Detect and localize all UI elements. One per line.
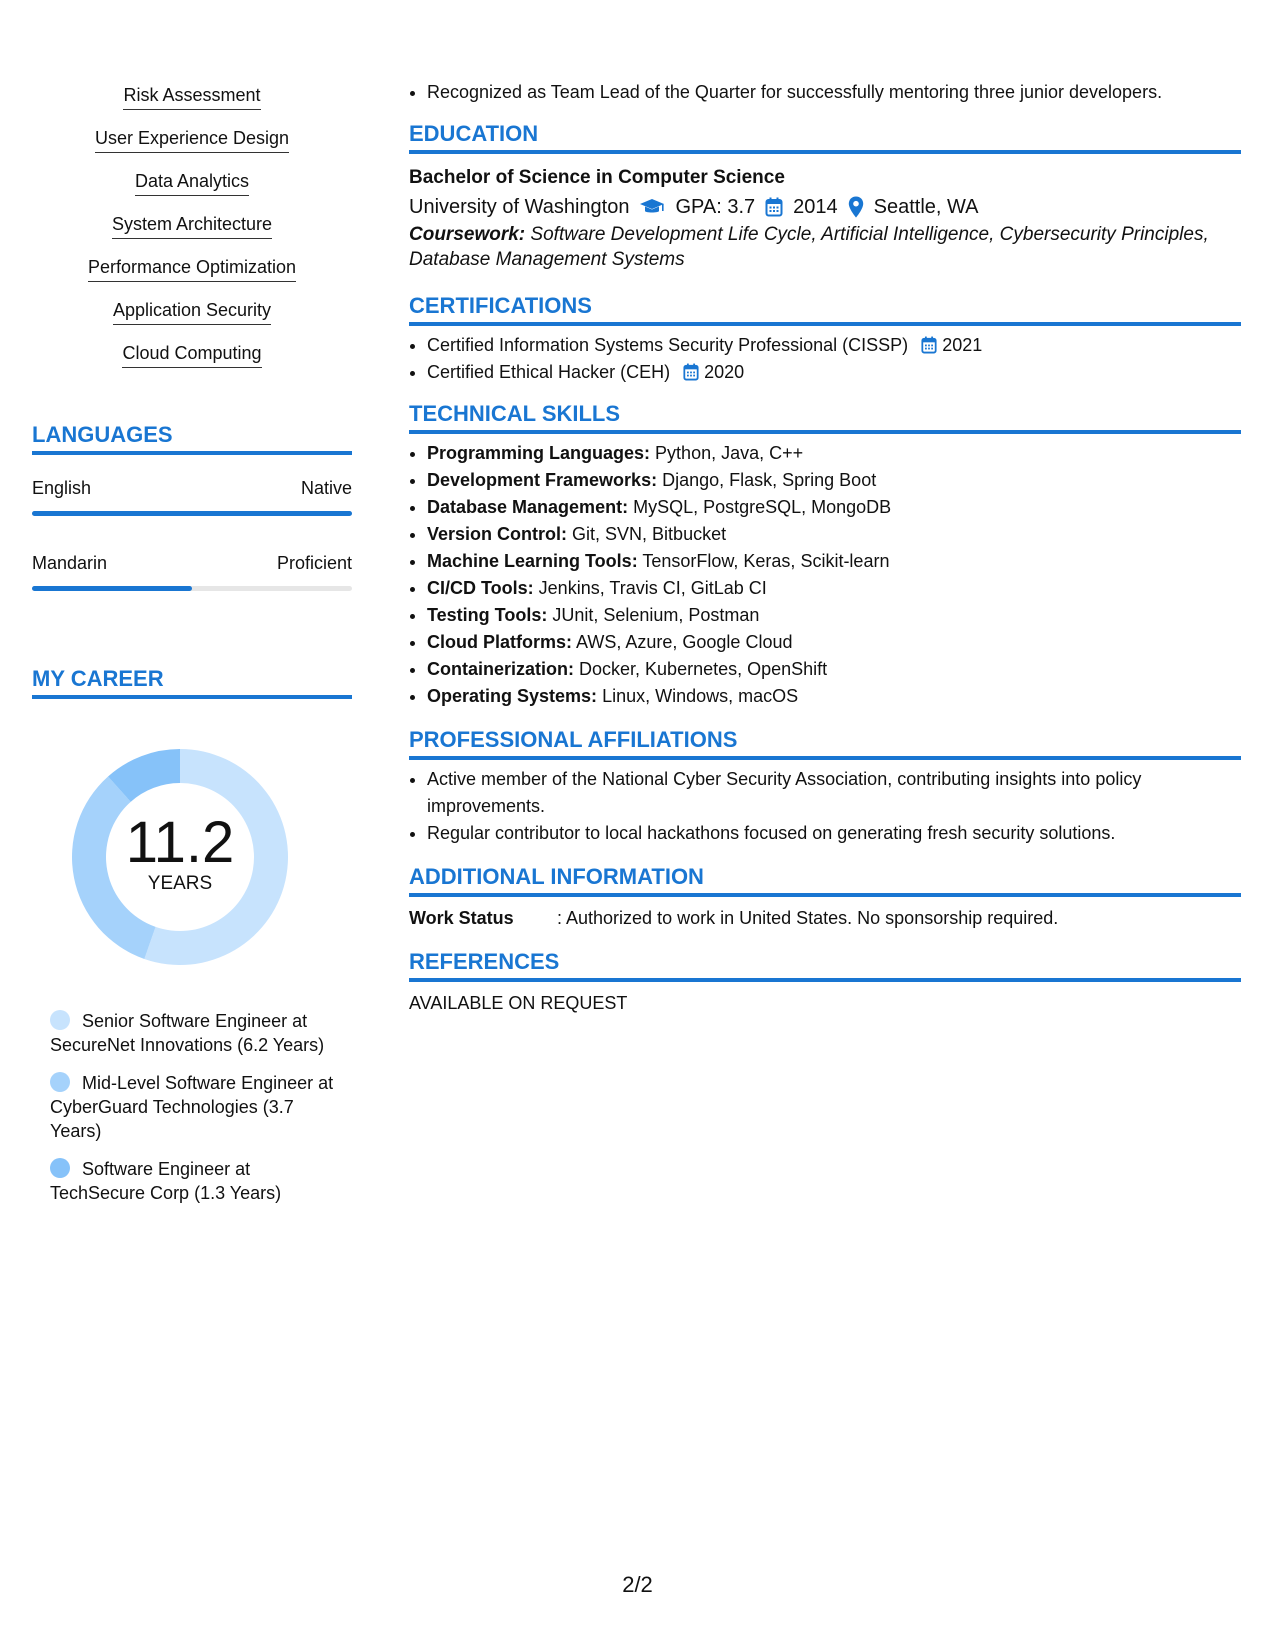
tech-skill-item [427, 548, 1241, 575]
tech-skill-item [427, 656, 1241, 683]
skill-item: Cloud Computing [122, 342, 261, 368]
language-item [32, 477, 352, 516]
work-status-row [409, 905, 1241, 932]
career-heading: MY CAREER [32, 665, 352, 699]
tech-skill-label: Testing Tools: [427, 605, 548, 625]
career-total: 11.2 [125, 810, 235, 875]
gpa: GPA: 3.7 [675, 196, 756, 218]
references-text: AVAILABLE ON REQUEST [409, 993, 628, 1013]
skill-item: User Experience Design [95, 127, 289, 153]
tech-skill-value: Python, Java, C++ [655, 443, 804, 463]
legend-dot-icon [50, 1158, 70, 1178]
technical-skills-list [409, 440, 1241, 710]
tech-skill-item [427, 467, 1241, 494]
language-level: Native [300, 478, 352, 498]
tech-skill-value: Linux, Windows, macOS [602, 686, 799, 706]
certification-year: 2020 [704, 362, 745, 382]
tech-skill-item [427, 521, 1241, 548]
language-bar [32, 586, 352, 591]
legend-dot-icon [50, 1010, 70, 1030]
tech-skill-item [427, 575, 1241, 602]
coursework-list: Software Development Life Cycle, Artificial Intelligence, Cybersecurity Principles, Database Management Systems [409, 224, 1209, 270]
certifications-heading: CERTIFICATIONS [409, 292, 1241, 326]
tech-skill-value: AWS, Azure, Google Cloud [576, 632, 793, 652]
languages-heading: LANGUAGES [32, 421, 352, 455]
affiliations-heading: PROFESSIONAL AFFILIATIONS [409, 726, 1241, 760]
certification-item [427, 359, 1241, 386]
language-bar [32, 511, 352, 516]
tech-skill-label: Development Frameworks: [427, 470, 658, 490]
right-column [409, 79, 1241, 1017]
tech-skill-label: Programming Languages: [427, 443, 651, 463]
education-heading: EDUCATION [409, 120, 1241, 154]
work-status-label: Work Status [409, 908, 514, 928]
calendar-icon [921, 336, 937, 354]
school-name: University of Washington [409, 196, 630, 218]
tech-skill-value: JUnit, Selenium, Postman [552, 605, 760, 625]
career-legend-item [50, 1071, 340, 1143]
technical-skills-heading: TECHNICAL SKILLS [409, 400, 1241, 434]
tech-skill-item [427, 440, 1241, 467]
skill-item: System Architecture [112, 213, 272, 239]
skill-item: Performance Optimization [88, 256, 296, 282]
tech-skill-label: Cloud Platforms: [427, 632, 573, 652]
affiliations-list [409, 766, 1241, 847]
affiliation-item: • Active member of the National Cyber Security Association, contributing insights into policy improvements. [427, 766, 1241, 820]
career-legend-label: Mid-Level Software Engineer at CyberGuard Technologies (3.7 Years) [50, 1073, 334, 1141]
page-number: 2/2 [622, 1572, 653, 1597]
experience-bullet: • Recognized as Team Lead of the Quarter for successfully mentoring three junior developers. [427, 79, 1241, 106]
experience-bullets [409, 79, 1241, 106]
tech-skill-item [427, 683, 1241, 710]
skill-item: Application Security [113, 299, 271, 325]
tech-skill-item [427, 494, 1241, 521]
language-level: Proficient [276, 553, 352, 573]
tech-skill-item [427, 629, 1241, 656]
career-legend-item [50, 1157, 340, 1205]
graduation-year: 2014 [793, 196, 838, 218]
tech-skill-value: Docker, Kubernetes, OpenShift [579, 659, 828, 679]
language-bar-fill [32, 511, 352, 516]
affiliation-item: • Regular contributor to local hackathons focused on generating fresh security solutions. [427, 820, 1241, 847]
tech-skill-label: CI/CD Tools: [427, 578, 534, 598]
certification-name: Certified Ethical Hacker (CEH) [427, 362, 671, 382]
location: Seattle, WA [873, 196, 979, 218]
certification-item [427, 332, 1241, 359]
tech-skill-label: Containerization: [427, 659, 574, 679]
tech-skill-value: Django, Flask, Spring Boot [662, 470, 877, 490]
tech-skill-item [427, 602, 1241, 629]
career-unit: YEARS [147, 873, 213, 894]
coursework-label: Coursework: [409, 224, 526, 245]
skill-item: Risk Assessment [123, 84, 260, 110]
career-legend-label: Software Engineer at TechSecure Corp (1.3 Years) [50, 1159, 282, 1203]
calendar-icon [683, 363, 699, 381]
legend-dot-icon [50, 1072, 70, 1092]
left-column [32, 84, 352, 1219]
work-status-value: : Authorized to work in United States. No sponsorship required. [557, 908, 1059, 928]
language-name: English [32, 478, 92, 498]
tech-skill-value: TensorFlow, Keras, Scikit-learn [642, 551, 890, 571]
certifications-list [409, 332, 1241, 386]
language-bar-fill [32, 586, 192, 591]
tech-skill-label: Database Management: [427, 497, 629, 517]
career-donut [64, 741, 296, 973]
language-item [32, 552, 352, 591]
career-legend-item [50, 1009, 340, 1057]
languages-list [32, 477, 352, 591]
skills-list [32, 84, 352, 385]
calendar-icon [765, 197, 783, 217]
location-pin-icon [848, 196, 864, 218]
degree: Bachelor of Science in Computer Science [409, 167, 785, 188]
tech-skill-value: Git, SVN, Bitbucket [572, 524, 727, 544]
tech-skill-value: Jenkins, Travis CI, GitLab CI [538, 578, 767, 598]
tech-skill-value: MySQL, PostgreSQL, MongoDB [633, 497, 892, 517]
certification-name: Certified Information Systems Security Professional (CISSP) [427, 335, 909, 355]
references-heading: REFERENCES [409, 948, 1241, 982]
skill-item: Data Analytics [135, 170, 249, 196]
additional-info-heading: ADDITIONAL INFORMATION [409, 863, 1241, 897]
education-details [409, 192, 1241, 222]
certification-year: 2021 [942, 335, 983, 355]
coursework [409, 222, 1241, 272]
tech-skill-label: Version Control: [427, 524, 568, 544]
tech-skill-label: Machine Learning Tools: [427, 551, 638, 571]
language-name: Mandarin [32, 553, 108, 573]
career-legend-label: Senior Software Engineer at SecureNet Innovations (6.2 Years) [50, 1011, 325, 1055]
graduation-cap-icon [639, 198, 665, 216]
career-legend [32, 1009, 340, 1205]
tech-skill-label: Operating Systems: [427, 686, 598, 706]
